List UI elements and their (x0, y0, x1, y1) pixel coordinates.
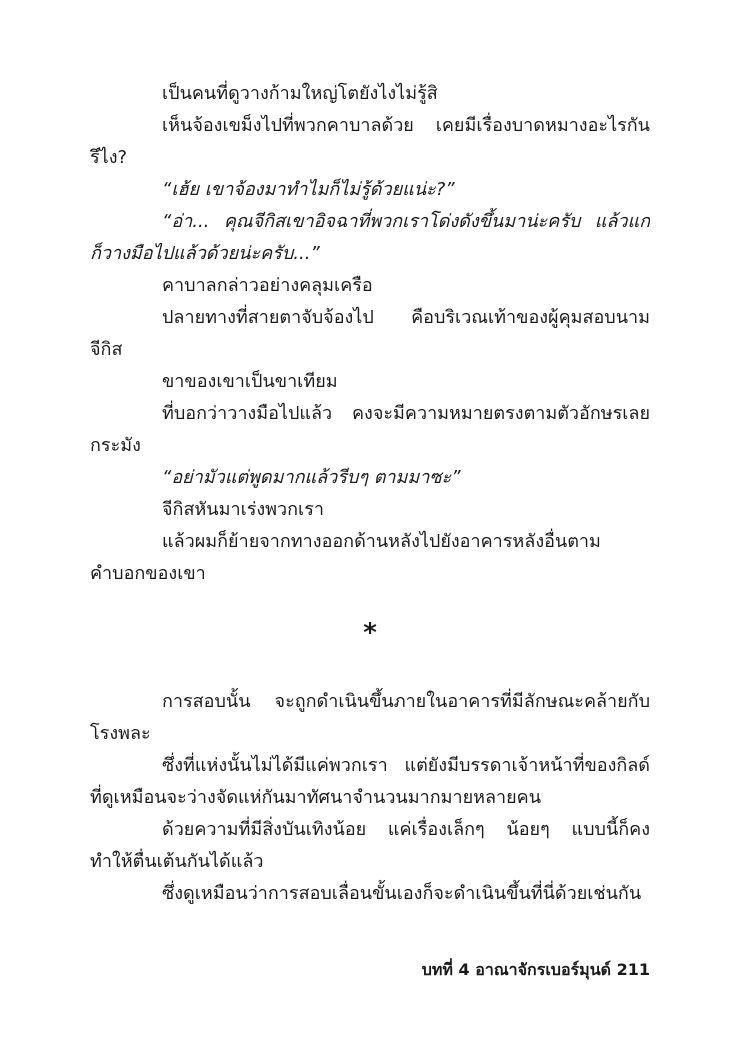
text-line: จีกิส (90, 339, 123, 360)
text-line: ขาของเขาเป็นขาเทียม (162, 371, 338, 392)
text-line: ที่บอกว่าวางมือไปแล้ว คงจะมีความหมายตรงตามตัวอักษรเลย (162, 403, 650, 424)
text-line: ก็วางมือไปแล้วด้วยน่ะครับ...” (90, 243, 320, 264)
text-block-after-separator (90, 686, 650, 910)
text-line: “เฮ้ย เขาจ้องมาทำไมก็ไม่รู้ด้วยแน่ะ?” (162, 179, 455, 200)
text-line: จีกิสหันมาเร่งพวกเรา (162, 499, 324, 520)
text-line: ซึ่งที่แห่งนั้นไม่ได้มีแค่พวกเรา แต่ยังมีบรรดาเจ้าหน้าที่ของกิลด์ (162, 755, 650, 776)
text-line: “อ่า... คุณจีกิสเขาอิจฉาที่พวกเราโด่งดังขึ้นมาน่ะครับ แล้วแก (162, 211, 650, 232)
text-line: กระมัง (90, 435, 141, 456)
page-footer: บทที่ 4 อาณาจักรเบอร์มุนด์ 211 (421, 960, 650, 979)
text-line: แล้วผมก็ย้ายจากทางออกด้านหลังไปยังอาคารหลังอื่นตาม (162, 531, 601, 552)
text-line: คำบอกของเขา (90, 563, 206, 584)
text-line: เห็นจ้องเขม็งไปที่พวกคาบาลด้วย เคยมีเรื่องบาดหมางอะไรกัน (162, 115, 650, 136)
text-line: ซึ่งดูเหมือนว่าการสอบเลื่อนขั้นเองก็จะดำเนินขึ้นที่นี่ด้วยเช่นกัน (162, 883, 642, 904)
text-line: ด้วยความที่มีสิ่งบันเทิงน้อย แค่เรื่องเล็กๆ น้อยๆ แบบนี้ก็คง (162, 819, 650, 840)
text-line: “อย่ามัวแต่พูดมากแล้วรีบๆ ตามมาซะ” (162, 467, 461, 488)
section-separator: * (363, 618, 377, 648)
text-block-before-separator (90, 78, 650, 590)
text-line: ปลายทางที่สายตาจับจ้องไป คือบริเวณเท้าของผู้คุมสอบนาม (162, 307, 650, 328)
text-line: ทำให้ตื่นเต้นกันได้แล้ว (90, 851, 264, 872)
text-line: โรงพละ (90, 723, 151, 744)
text-line: การสอบนั้น จะถูกดำเนินขึ้นภายในอาคารที่มีลักษณะคล้ายกับ (162, 691, 650, 712)
text-line: เป็นคนที่ดูวางก้ามใหญ่โตยังไงไม่รู้สิ (162, 83, 438, 104)
text-line: รึไง? (90, 147, 128, 168)
text-line: คาบาลกล่าวอย่างคลุมเครือ (162, 275, 373, 296)
book-page (90, 78, 650, 910)
text-line: ที่ดูเหมือนจะว่างจัดแห่กันมาทัศนาจำนวนมากมายหลายคน (90, 787, 542, 808)
